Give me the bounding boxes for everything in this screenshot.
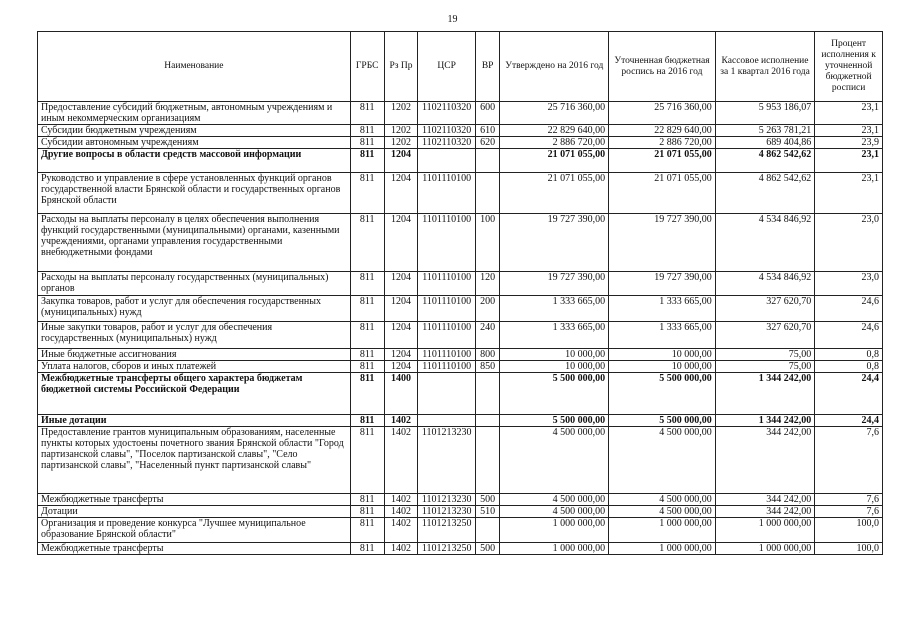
cell-cash: 344 242,00 bbox=[715, 506, 814, 518]
cell-grbs: 811 bbox=[350, 349, 384, 361]
cell-name: Субсидии бюджетным учреждениям bbox=[38, 125, 351, 137]
table-row bbox=[38, 518, 883, 543]
cell-rzpr: 1204 bbox=[384, 173, 418, 214]
cell-approved: 4 500 000,00 bbox=[500, 506, 609, 518]
cell-grbs: 811 bbox=[350, 272, 384, 296]
cell-percent: 23,0 bbox=[815, 214, 883, 272]
cell-csr: 1101213230 bbox=[418, 494, 475, 506]
cell-approved: 4 500 000,00 bbox=[500, 427, 609, 494]
cell-csr: 1101110100 bbox=[418, 272, 475, 296]
cell-approved: 21 071 055,00 bbox=[500, 149, 609, 173]
cell-percent: 24,4 bbox=[815, 415, 883, 427]
cell-rzpr: 1204 bbox=[384, 149, 418, 173]
cell-refined: 1 333 665,00 bbox=[609, 296, 716, 322]
cell-rzpr: 1202 bbox=[384, 137, 418, 149]
cell-refined: 19 727 390,00 bbox=[609, 272, 716, 296]
cell-name: Расходы на выплаты персоналу в целях обеспечения выполнения функций государственными (муниципальными) органами, казенными учреждениями, органами управления государственными внебюджетными фондами bbox=[38, 214, 351, 272]
cell-csr bbox=[418, 415, 475, 427]
cell-approved: 2 886 720,00 bbox=[500, 137, 609, 149]
header-percent: Процент исполнения к уточненной бюджетной росписи bbox=[815, 32, 883, 102]
cell-rzpr: 1202 bbox=[384, 125, 418, 137]
cell-grbs: 811 bbox=[350, 102, 384, 125]
cell-name: Иные дотации bbox=[38, 415, 351, 427]
cell-percent: 7,6 bbox=[815, 494, 883, 506]
cell-grbs: 811 bbox=[350, 214, 384, 272]
cell-csr: 1101110100 bbox=[418, 361, 475, 373]
cell-refined: 1 000 000,00 bbox=[609, 518, 716, 543]
cell-name: Иные бюджетные ассигнования bbox=[38, 349, 351, 361]
cell-refined: 19 727 390,00 bbox=[609, 214, 716, 272]
cell-grbs: 811 bbox=[350, 518, 384, 543]
header-refined: Уточненная бюджетная роспись на 2016 год bbox=[609, 32, 716, 102]
cell-refined: 1 000 000,00 bbox=[609, 543, 716, 555]
table-row bbox=[38, 373, 883, 415]
table-header-row bbox=[38, 32, 883, 102]
cell-grbs: 811 bbox=[350, 506, 384, 518]
cell-approved: 10 000,00 bbox=[500, 349, 609, 361]
cell-grbs: 811 bbox=[350, 149, 384, 173]
header-csr: ЦСР bbox=[418, 32, 475, 102]
cell-csr: 1101110100 bbox=[418, 322, 475, 349]
cell-csr bbox=[418, 373, 475, 415]
cell-csr: 1101213230 bbox=[418, 427, 475, 494]
cell-percent: 100,0 bbox=[815, 518, 883, 543]
cell-refined: 4 500 000,00 bbox=[609, 427, 716, 494]
table-row bbox=[38, 173, 883, 214]
cell-vr bbox=[475, 518, 500, 543]
cell-approved: 1 333 665,00 bbox=[500, 296, 609, 322]
cell-vr bbox=[475, 173, 500, 214]
cell-vr: 620 bbox=[475, 137, 500, 149]
header-name: Наименование bbox=[38, 32, 351, 102]
cell-vr: 600 bbox=[475, 102, 500, 125]
page-number: 19 bbox=[447, 14, 458, 25]
cell-cash: 4 862 542,62 bbox=[715, 173, 814, 214]
table-row bbox=[38, 427, 883, 494]
cell-percent: 0,8 bbox=[815, 349, 883, 361]
cell-cash: 327 620,70 bbox=[715, 296, 814, 322]
cell-cash: 1 344 242,00 bbox=[715, 415, 814, 427]
cell-vr: 510 bbox=[475, 506, 500, 518]
cell-grbs: 811 bbox=[350, 125, 384, 137]
cell-grbs: 811 bbox=[350, 415, 384, 427]
cell-cash: 1 344 242,00 bbox=[715, 373, 814, 415]
budget-table bbox=[37, 31, 883, 555]
cell-vr: 500 bbox=[475, 494, 500, 506]
cell-approved: 1 000 000,00 bbox=[500, 543, 609, 555]
cell-percent: 23,1 bbox=[815, 102, 883, 125]
cell-vr: 500 bbox=[475, 543, 500, 555]
cell-approved: 1 333 665,00 bbox=[500, 322, 609, 349]
cell-csr: 1101213250 bbox=[418, 543, 475, 555]
cell-rzpr: 1204 bbox=[384, 296, 418, 322]
cell-rzpr: 1400 bbox=[384, 373, 418, 415]
cell-approved: 21 071 055,00 bbox=[500, 173, 609, 214]
cell-refined: 10 000,00 bbox=[609, 361, 716, 373]
cell-rzpr: 1402 bbox=[384, 518, 418, 543]
cell-cash: 1 000 000,00 bbox=[715, 518, 814, 543]
cell-rzpr: 1402 bbox=[384, 415, 418, 427]
cell-approved: 5 500 000,00 bbox=[500, 415, 609, 427]
table-row bbox=[38, 214, 883, 272]
cell-name: Дотации bbox=[38, 506, 351, 518]
cell-csr: 1101110100 bbox=[418, 296, 475, 322]
cell-name: Предоставление субсидий бюджетным, автономным учреждениям и иным некоммерческим организациям bbox=[38, 102, 351, 125]
cell-approved: 4 500 000,00 bbox=[500, 494, 609, 506]
cell-cash: 5 263 781,21 bbox=[715, 125, 814, 137]
cell-name: Межбюджетные трансферты bbox=[38, 494, 351, 506]
cell-cash: 344 242,00 bbox=[715, 427, 814, 494]
cell-name: Предоставление грантов муниципальным образованиям, населенные пункты которых удостоены почетного звания Брянской области "Город партизанской славы", "Поселок партизанской славы", "Село партизанской славы", "Населенный пункт партизанской славы" bbox=[38, 427, 351, 494]
cell-vr bbox=[475, 149, 500, 173]
header-cash: Кассовое исполнение за 1 квартал 2016 года bbox=[715, 32, 814, 102]
header-vr: ВР bbox=[475, 32, 500, 102]
cell-vr: 800 bbox=[475, 349, 500, 361]
cell-refined: 5 500 000,00 bbox=[609, 415, 716, 427]
cell-cash: 75,00 bbox=[715, 349, 814, 361]
cell-percent: 23,9 bbox=[815, 137, 883, 149]
header-rzpr: Рз Пр bbox=[384, 32, 418, 102]
cell-rzpr: 1204 bbox=[384, 214, 418, 272]
cell-rzpr: 1204 bbox=[384, 361, 418, 373]
cell-refined: 4 500 000,00 bbox=[609, 494, 716, 506]
cell-percent: 7,6 bbox=[815, 427, 883, 494]
cell-cash: 689 404,86 bbox=[715, 137, 814, 149]
cell-csr: 1102110320 bbox=[418, 137, 475, 149]
cell-approved: 19 727 390,00 bbox=[500, 214, 609, 272]
cell-cash: 327 620,70 bbox=[715, 322, 814, 349]
cell-csr: 1101213230 bbox=[418, 506, 475, 518]
cell-csr: 1102110320 bbox=[418, 102, 475, 125]
cell-name: Руководство и управление в сфере установленных функций органов государственной власти Брянской области и государственных органов Брянской области bbox=[38, 173, 351, 214]
cell-vr: 240 bbox=[475, 322, 500, 349]
cell-vr: 610 bbox=[475, 125, 500, 137]
cell-vr: 100 bbox=[475, 214, 500, 272]
cell-approved: 22 829 640,00 bbox=[500, 125, 609, 137]
cell-csr: 1101110100 bbox=[418, 173, 475, 214]
cell-rzpr: 1402 bbox=[384, 543, 418, 555]
cell-grbs: 811 bbox=[350, 494, 384, 506]
table-row bbox=[38, 125, 883, 137]
cell-grbs: 811 bbox=[350, 296, 384, 322]
table-row bbox=[38, 296, 883, 322]
cell-percent: 24,6 bbox=[815, 296, 883, 322]
cell-name: Межбюджетные трансферты bbox=[38, 543, 351, 555]
cell-grbs: 811 bbox=[350, 137, 384, 149]
cell-vr: 850 bbox=[475, 361, 500, 373]
cell-vr: 120 bbox=[475, 272, 500, 296]
cell-percent: 0,8 bbox=[815, 361, 883, 373]
cell-csr bbox=[418, 149, 475, 173]
cell-grbs: 811 bbox=[350, 373, 384, 415]
cell-name: Организация и проведение конкурса "Лучшее муниципальное образование Брянской области" bbox=[38, 518, 351, 543]
table-row bbox=[38, 272, 883, 296]
cell-approved: 1 000 000,00 bbox=[500, 518, 609, 543]
cell-refined: 21 071 055,00 bbox=[609, 149, 716, 173]
cell-approved: 19 727 390,00 bbox=[500, 272, 609, 296]
cell-percent: 100,0 bbox=[815, 543, 883, 555]
cell-csr: 1102110320 bbox=[418, 125, 475, 137]
cell-percent: 24,6 bbox=[815, 322, 883, 349]
cell-cash: 4 534 846,92 bbox=[715, 214, 814, 272]
cell-grbs: 811 bbox=[350, 173, 384, 214]
table-row bbox=[38, 149, 883, 173]
cell-vr: 200 bbox=[475, 296, 500, 322]
cell-refined: 5 500 000,00 bbox=[609, 373, 716, 415]
cell-percent: 23,1 bbox=[815, 125, 883, 137]
cell-csr: 1101213250 bbox=[418, 518, 475, 543]
cell-rzpr: 1202 bbox=[384, 102, 418, 125]
cell-refined: 10 000,00 bbox=[609, 349, 716, 361]
header-approved: Утверждено на 2016 год bbox=[500, 32, 609, 102]
cell-grbs: 811 bbox=[350, 361, 384, 373]
cell-refined: 25 716 360,00 bbox=[609, 102, 716, 125]
cell-percent: 23,1 bbox=[815, 149, 883, 173]
cell-refined: 22 829 640,00 bbox=[609, 125, 716, 137]
cell-cash: 1 000 000,00 bbox=[715, 543, 814, 555]
table-row bbox=[38, 506, 883, 518]
cell-refined: 1 333 665,00 bbox=[609, 322, 716, 349]
header-grbs: ГРБС bbox=[350, 32, 384, 102]
cell-rzpr: 1204 bbox=[384, 272, 418, 296]
cell-percent: 7,6 bbox=[815, 506, 883, 518]
cell-cash: 4 862 542,62 bbox=[715, 149, 814, 173]
cell-cash: 5 953 186,07 bbox=[715, 102, 814, 125]
cell-name: Расходы на выплаты персоналу государственных (муниципальных) органов bbox=[38, 272, 351, 296]
cell-rzpr: 1204 bbox=[384, 349, 418, 361]
table-row bbox=[38, 322, 883, 349]
table-row bbox=[38, 543, 883, 555]
cell-percent: 24,4 bbox=[815, 373, 883, 415]
cell-cash: 75,00 bbox=[715, 361, 814, 373]
cell-grbs: 811 bbox=[350, 543, 384, 555]
table-row bbox=[38, 137, 883, 149]
cell-approved: 10 000,00 bbox=[500, 361, 609, 373]
cell-grbs: 811 bbox=[350, 427, 384, 494]
cell-refined: 21 071 055,00 bbox=[609, 173, 716, 214]
cell-rzpr: 1402 bbox=[384, 506, 418, 518]
cell-csr: 1101110100 bbox=[418, 214, 475, 272]
table-row bbox=[38, 494, 883, 506]
cell-rzpr: 1204 bbox=[384, 322, 418, 349]
cell-cash: 4 534 846,92 bbox=[715, 272, 814, 296]
cell-approved: 5 500 000,00 bbox=[500, 373, 609, 415]
cell-vr bbox=[475, 373, 500, 415]
cell-percent: 23,1 bbox=[815, 173, 883, 214]
table-row bbox=[38, 349, 883, 361]
cell-name: Закупка товаров, работ и услуг для обеспечения государственных (муниципальных) нужд bbox=[38, 296, 351, 322]
cell-refined: 2 886 720,00 bbox=[609, 137, 716, 149]
cell-name: Субсидии автономным учреждениям bbox=[38, 137, 351, 149]
cell-vr bbox=[475, 427, 500, 494]
cell-rzpr: 1402 bbox=[384, 494, 418, 506]
cell-percent: 23,0 bbox=[815, 272, 883, 296]
cell-name: Уплата налогов, сборов и иных платежей bbox=[38, 361, 351, 373]
table-row bbox=[38, 415, 883, 427]
cell-approved: 25 716 360,00 bbox=[500, 102, 609, 125]
cell-cash: 344 242,00 bbox=[715, 494, 814, 506]
table-row bbox=[38, 102, 883, 125]
cell-rzpr: 1402 bbox=[384, 427, 418, 494]
cell-name: Иные закупки товаров, работ и услуг для обеспечения государственных (муниципальных) нужд bbox=[38, 322, 351, 349]
cell-name: Межбюджетные трансферты общего характера бюджетам бюджетной системы Российской Федерации bbox=[38, 373, 351, 415]
cell-csr: 1101110100 bbox=[418, 349, 475, 361]
table-row bbox=[38, 361, 883, 373]
cell-name: Другие вопросы в области средств массовой информации bbox=[38, 149, 351, 173]
cell-vr bbox=[475, 415, 500, 427]
cell-grbs: 811 bbox=[350, 322, 384, 349]
cell-refined: 4 500 000,00 bbox=[609, 506, 716, 518]
